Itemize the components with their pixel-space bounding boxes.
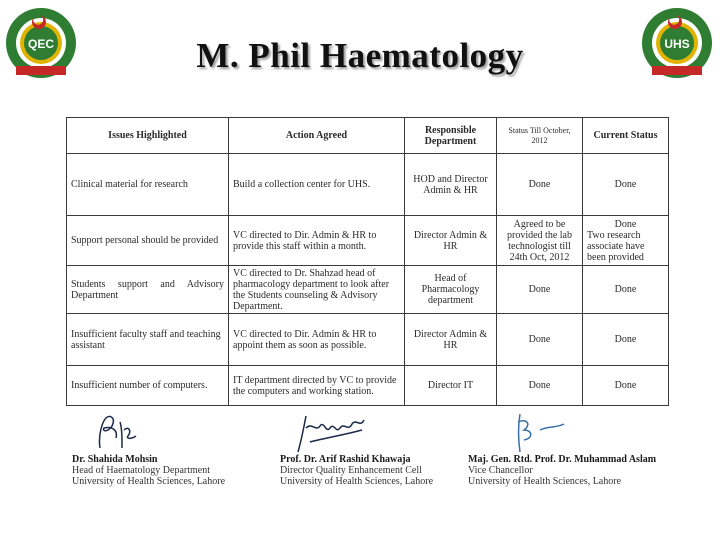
signatory-org: University of Health Sciences, Lahore: [468, 476, 622, 487]
issue-cell: Support personal should be provided: [67, 216, 229, 266]
action-cell: VC directed to Dir. Admin & HR to appoint them as soon as possible.: [229, 314, 405, 366]
current-status-cell: Done: [583, 366, 669, 406]
signature-block-vice-chancellor: [468, 408, 678, 487]
current-status-cell: Done: [583, 266, 669, 314]
table-row: [67, 216, 669, 266]
issue-cell: Clinical material for research: [67, 154, 229, 216]
header-status: Status Till October, 2012: [497, 118, 583, 154]
header-issues: Issues Highlighted: [67, 118, 229, 154]
status-cell: Done: [497, 154, 583, 216]
issue-cell: Insufficient number of computers.: [67, 366, 229, 406]
table-row: [67, 266, 669, 314]
status-cell: Done: [497, 366, 583, 406]
signatory-title: Director Quality Enhancement Cell: [280, 465, 422, 476]
table-row: [67, 314, 669, 366]
table-row: [67, 366, 669, 406]
signatory-org: University of Health Sciences, Lahore: [72, 476, 226, 487]
table-row: [67, 154, 669, 216]
status-cell: Done: [497, 266, 583, 314]
svg-text:UHS: UHS: [664, 37, 690, 51]
current-status-note: Two research associate have been provided: [587, 229, 645, 263]
current-status-cell: Done: [583, 154, 669, 216]
page-title: M. Phil Haematology: [196, 36, 524, 75]
handwritten-signature-icon: [280, 408, 390, 454]
current-status-value: Done: [614, 218, 637, 230]
signature-block-qec-director: [280, 408, 470, 487]
signatory-org: University of Health Sciences, Lahore: [280, 476, 434, 487]
department-cell: HOD and Director Admin & HR: [405, 154, 497, 216]
svg-text:QEC: QEC: [27, 37, 55, 51]
uhs-seal-logo-icon: [640, 6, 714, 80]
department-cell: Director IT: [405, 366, 497, 406]
issues-table: [66, 117, 669, 406]
signatory-title: Head of Haematology Department: [72, 465, 211, 476]
department-cell: Director Admin & HR: [405, 314, 497, 366]
department-cell: Director Admin & HR: [405, 216, 497, 266]
table-header-row: [67, 118, 669, 154]
qec-seal-logo-icon: [4, 6, 78, 80]
signatory-name: Maj. Gen. Rtd. Prof. Dr. Muhammad Aslam: [468, 454, 657, 465]
signatory-name: Prof. Dr. Arif Rashid Khawaja: [280, 454, 411, 465]
current-status-cell: [583, 216, 669, 266]
handwritten-signature-icon: [72, 408, 162, 454]
header-department: Responsible Department: [405, 118, 497, 154]
signature-block-hod: [72, 408, 262, 487]
issue-cell: Students support and Advisory Department: [67, 266, 229, 314]
handwritten-signature-icon: [468, 408, 578, 454]
current-status-cell: Done: [583, 314, 669, 366]
action-cell: VC directed to Dir. Admin & HR to provide this staff within a month.: [229, 216, 405, 266]
signatory-name: Dr. Shahida Mohsin: [72, 454, 158, 465]
action-cell: Build a collection center for UHS.: [229, 154, 405, 216]
signatory-title: Vice Chancellor: [468, 465, 533, 476]
action-cell: IT department directed by VC to provide the computers and working station.: [229, 366, 405, 406]
status-cell: Agreed to be provided the lab technologist till 24th Oct, 2012: [497, 216, 583, 266]
department-cell: Head of Pharmacology department: [405, 266, 497, 314]
action-cell: VC directed to Dr. Shahzad head of pharmacology department to look after the Students counseling & Advisory Department.: [229, 266, 405, 314]
issue-cell: Insufficient faculty staff and teaching assistant: [67, 314, 229, 366]
header-current-status: Current Status: [583, 118, 669, 154]
status-cell: Done: [497, 314, 583, 366]
header-action: Action Agreed: [229, 118, 405, 154]
